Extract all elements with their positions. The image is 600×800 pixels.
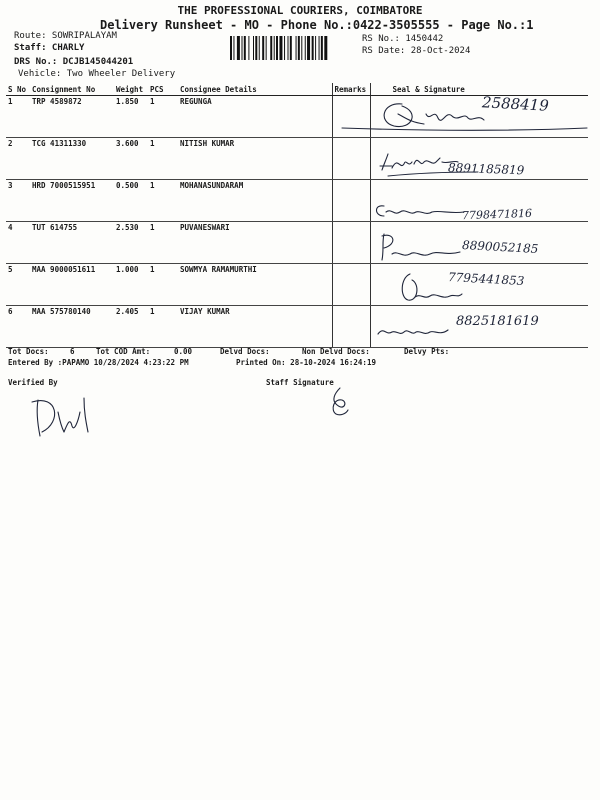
- handwritten-signature: [378, 150, 488, 180]
- row-sno: 6: [6, 306, 30, 348]
- handwritten-number: 8891185819: [447, 160, 525, 178]
- row-pcs: 1: [148, 96, 178, 138]
- col-weight: Weight: [114, 83, 148, 96]
- row-remarks: [332, 306, 370, 348]
- staff-label: Staff: CHARLY: [14, 43, 85, 53]
- col-consignment: Consignment No: [30, 83, 114, 96]
- handwritten-signature: [372, 92, 592, 142]
- entered-by: Entered By :PAPAMO 10/28/2024 4:23:22 PM: [8, 358, 189, 367]
- vehicle-label: Vehicle: Two Wheeler Delivery: [18, 69, 176, 79]
- handwritten-number: 7798471816: [461, 206, 533, 223]
- col-pcs: PCS: [148, 83, 178, 96]
- verifier-signature: [28, 392, 108, 442]
- handwritten-number: 8825181619: [456, 314, 539, 329]
- row-remarks: [332, 222, 370, 264]
- row-sno: 5: [6, 264, 30, 306]
- row-consignment: MAA 575780140: [30, 306, 114, 348]
- row-weight: 2.530: [114, 222, 148, 264]
- row-remarks: [332, 264, 370, 306]
- handwritten-signature: [396, 270, 466, 306]
- row-consignee: SOWMYA RAMAMURTHI: [178, 264, 332, 306]
- row-weight: 1.000: [114, 264, 148, 306]
- row-sno: 1: [6, 96, 30, 138]
- handwritten-signature: [374, 322, 454, 342]
- staff-signature-label: Staff Signature: [266, 378, 334, 387]
- row-weight: 3.600: [114, 138, 148, 180]
- row-weight: 0.500: [114, 180, 148, 222]
- route-label: Route: SOWRIPALAYAM: [14, 31, 117, 41]
- row-sno: 4: [6, 222, 30, 264]
- staff-signature: [322, 384, 362, 420]
- verified-by-label: Verified By: [8, 378, 58, 387]
- handwritten-number: 7795441853: [447, 270, 525, 288]
- row-consignee: PUVANESWARI: [178, 222, 332, 264]
- tot-docs-value: 6: [70, 347, 75, 356]
- row-pcs: 1: [148, 222, 178, 264]
- row-remarks: [332, 96, 370, 138]
- runsheet-title: Delivery Runsheet - MO - Phone No.:0422-3505555 - Page No.:1: [100, 18, 534, 32]
- printed-on: Printed On: 28-10-2024 16:24:19: [236, 358, 376, 367]
- tot-docs-label: Tot Docs:: [8, 347, 49, 356]
- handwritten-signature: [370, 200, 470, 222]
- row-pcs: 1: [148, 306, 178, 348]
- row-consignment: TUT 614755: [30, 222, 114, 264]
- row-consignee: REGUNGA: [178, 96, 332, 138]
- row-consignment: HRD 7000515951: [30, 180, 114, 222]
- handwritten-number: 2588419: [481, 93, 550, 115]
- handwritten-signature: [374, 230, 464, 264]
- rs-date: RS Date: 28-Oct-2024: [362, 46, 471, 56]
- row-consignment: TCG 41311330: [30, 138, 114, 180]
- row-sno: 2: [6, 138, 30, 180]
- row-remarks: [332, 138, 370, 180]
- row-consignee: NITISH KUMAR: [178, 138, 332, 180]
- row-consignment: MAA 9000051611: [30, 264, 114, 306]
- tot-cod-label: Tot COD Amt:: [96, 347, 151, 356]
- drs-number: DRS No.: DCJB145044201: [14, 57, 134, 67]
- row-consignment: TRP 4589872: [30, 96, 114, 138]
- col-sno: S No: [6, 83, 30, 96]
- rs-number: RS No.: 1450442: [362, 34, 444, 44]
- delvd-docs: Delvd Docs:: [220, 347, 270, 356]
- company-title: THE PROFESSIONAL COURIERS, COIMBATORE: [177, 4, 423, 17]
- row-consignee: MOHANASUNDARAM: [178, 180, 332, 222]
- row-sno: 3: [6, 180, 30, 222]
- tot-cod-value: 0.00: [174, 347, 193, 356]
- delvy-pts: Delvy Pts:: [404, 347, 450, 356]
- row-pcs: 1: [148, 138, 178, 180]
- row-remarks: [332, 180, 370, 222]
- handwritten-number: 8890052185: [461, 238, 539, 256]
- col-consignee: Consignee Details: [178, 83, 332, 96]
- non-delvd-docs: Non Delvd Docs:: [302, 347, 370, 356]
- row-weight: 1.850: [114, 96, 148, 138]
- barcode: [230, 36, 356, 60]
- row-consignee: VIJAY KUMAR: [178, 306, 332, 348]
- col-seal-signature: Seal & Signature: [370, 83, 588, 96]
- col-remarks: Remarks: [332, 83, 370, 96]
- row-pcs: 1: [148, 180, 178, 222]
- row-pcs: 1: [148, 264, 178, 306]
- row-weight: 2.405: [114, 306, 148, 348]
